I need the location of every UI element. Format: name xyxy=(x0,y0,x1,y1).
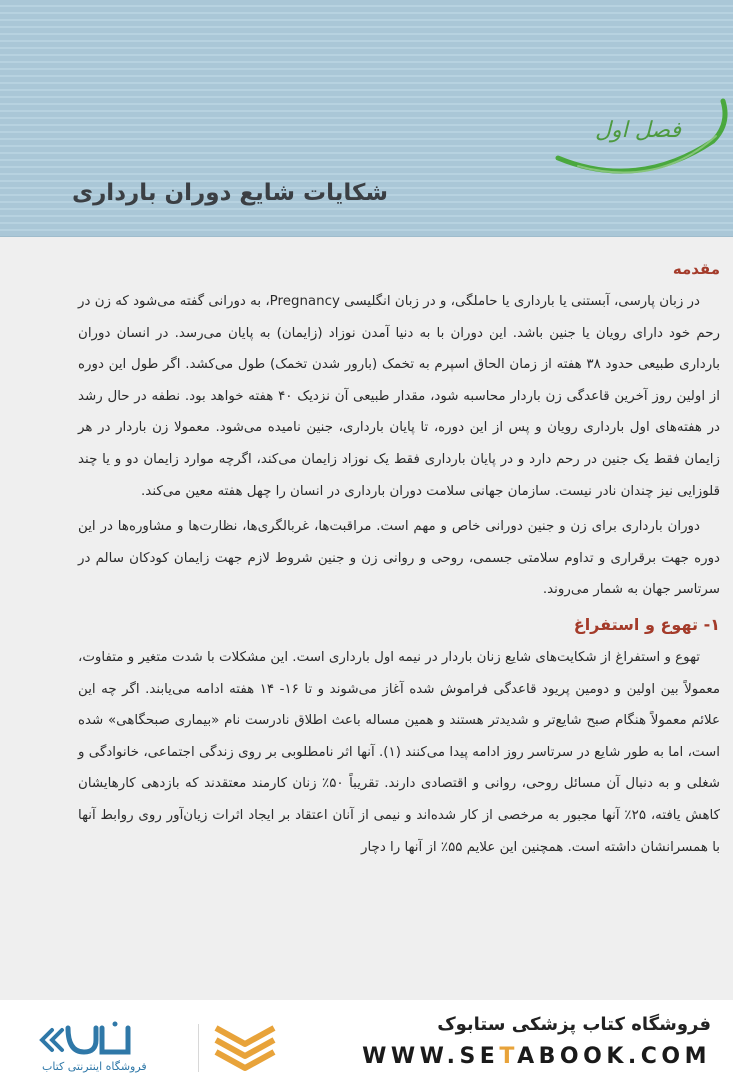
page-content xyxy=(78,258,720,863)
store-url-link[interactable] xyxy=(362,1044,711,1069)
section-heading-nausea: ۱- تهوع و استفراغ xyxy=(573,614,720,634)
url-accent-letter: T xyxy=(499,1044,518,1069)
chapter-title: شکایات شایع دوران بارداری xyxy=(71,180,388,206)
section-heading-intro: مقدمه xyxy=(672,260,720,278)
footer-divider xyxy=(198,1024,199,1072)
url-part-1: WWW.SE xyxy=(362,1044,500,1069)
store-name: فروشگاه کتاب پزشکی ستابوک xyxy=(437,1014,711,1035)
url-part-2: ABOOK.COM xyxy=(517,1044,711,1069)
paragraph: در زبان پارسی، آبستنی یا بارداری یا حاملگی، و در زبان انگلیسی Pregnancy، به دورانی گفته می‌شود که زن در رحم خود دارای رویان یا جنین باشد. این دوران با به دنیا آمدن نوزاد (زایمان) به پایان می‌رسد. در انسان دوران بارداری طبیعی حدود ۳۸ هفته از زمان الحاق اسپرم به تخمک (بارور شدن تخمک) طول می‌کشد. اگر طول این دوره از اولین روز آخرین قاعدگی زن باردار محاسبه شود، مقدار طبیعی آن نزدیک ۴۰ هفته خواهد بود. نطفه در حال رشد در هفته‌های اول بارداری رویان و پس از این دوره، تا پایان بارداری، جنین نامیده می‌شود. معمولا زن باردار در هر زایمان فقط یک جنین در رحم دارد و در پایان بارداری فقط یک نوزاد زایمان می‌کند، اگرچه موارد زایمان دو و یا چند قلوزایی نیز چندان نادر نیست. سازمان جهانی سلامت دوران بارداری در انسان را چهل هفته معین می‌کند. xyxy=(78,294,720,499)
paragraph: دوران بارداری برای زن و جنین دورانی خاص و مهم است. مراقبت‌ها، غربالگری‌ها، نظارت‌ها و مشاوره‌ها در این دوره جهت برقراری و تداوم سلامتی جسمی، روحی و روانی زن و جنین شروط لازم جهت زایمان کودکان سالم در سرتاسر جهان به شمار می‌روند. xyxy=(78,519,720,598)
book-chevron-icon xyxy=(212,1022,278,1074)
paragraph: تهوع و استفراغ از شکایت‌های شایع زنان باردار در نیمه اول بارداری است. این مشکلات با شدت متغیر و متفاوت، معمولاً بین اولین و دومین پریود قاعدگی فراموش شده آغاز می‌شوند و تا ۱۶- ۱۴ هفته ادامه می‌یابند. اگر چه این علائم معمولاً هنگام صبح شایع‌تر و شدیدتر هستند و همین مساله باعث اطلاق نادرست نام «بیماری صبحگاهی» شده است، اما به طور شایع در سرتاسر روز ادامه پیدا می‌کنند (۱). آنها اثر نامطلوبی بر روی زندگی اجتماعی، خانوادگی و شغلی و به دنبال آن مسائل روحی، روانی و اقتصادی دارند. تقریباً ۵۰٪ زنان کارمند معتقدند که بازدهی کارهایشان کاهش یافته، ۲۵٪ آنها مجبور به مرخصی از کار شده‌اند و نیمی از آنان اعتقاد بر ایجاد اثرات زیان‌آور روی روابط آنها با همسرانشان داشته است. همچنین این علایم ۵۵٪ از آنها را دچار xyxy=(78,649,721,855)
chapter-label: فصل اول xyxy=(595,118,681,143)
logo-subtitle: فروشگاه اینترنتی کتاب xyxy=(42,1060,147,1073)
